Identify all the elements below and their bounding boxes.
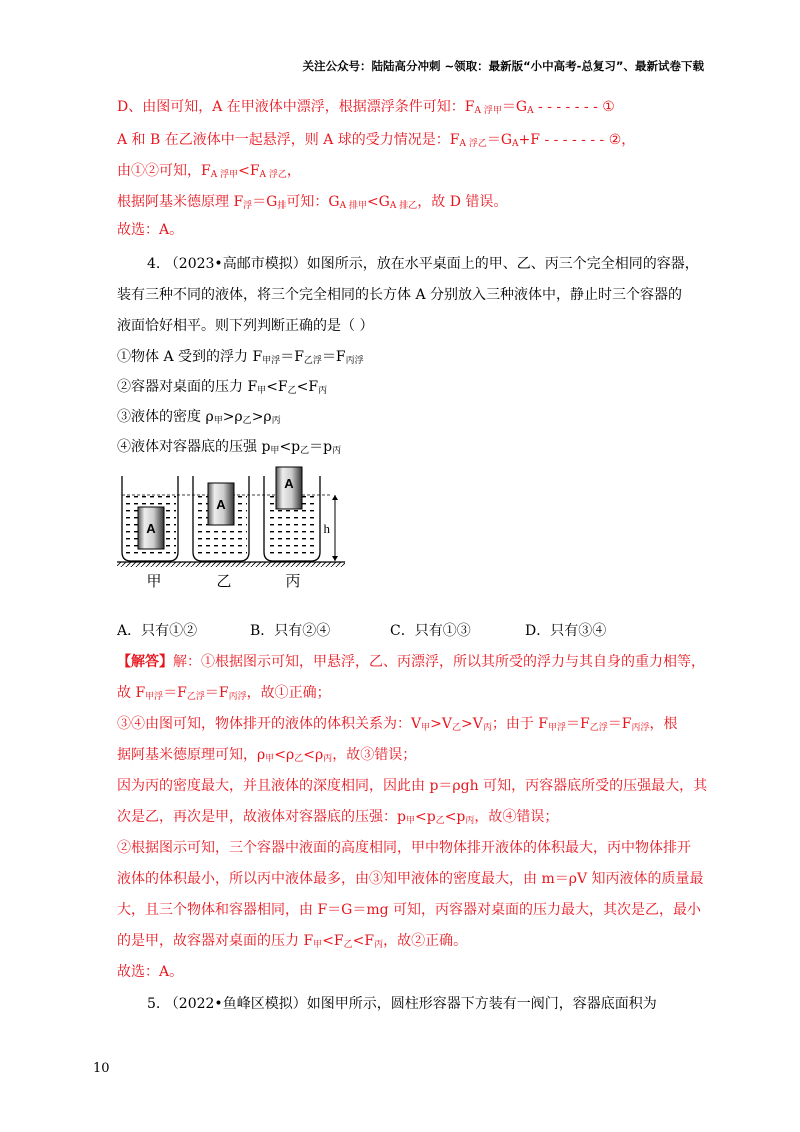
answer-choice: 故选：A。	[117, 964, 184, 980]
q4-line-1: 4. （2023•高邮市模拟）如图所示，放在水平桌面上的甲、乙、丙三个完全相同的容器，	[147, 256, 699, 272]
answer-line-9: 大，且三个物体和容器相同，由 F＝G＝mg 可知，丙容器对桌面的压力最大，其次是乙，最小	[117, 902, 702, 918]
option-d-analysis: D、由图可知，A 在甲液体中漂浮，根据漂浮条件可知：$F_{A 浮甲}=G_A$ - - - - - - - ①	[117, 99, 615, 116]
label-bing: 丙	[285, 572, 301, 590]
container-bing	[264, 467, 320, 561]
statement-2: ②容器对桌面的压力 $F_甲<F_乙<F_丙$	[117, 379, 328, 396]
three-containers-figure	[117, 466, 357, 591]
q4-line-3: 液面恰好相平。则下列判断正确的是（ ）	[117, 318, 374, 334]
option-b: B．只有②④	[250, 623, 331, 639]
answer-line-6: 次是乙，再次是甲，故液体对容器底的压强：$p_甲<p_乙<p_丙$，故④错误；	[117, 809, 559, 826]
q5-line-1: 5. （2022•鱼峰区模拟）如图甲所示，圆柱形容器下方装有一阀门，容器底面积为	[147, 996, 657, 1012]
page-header: 关注公众号：陆陆高分冲刺 ~领取：最新版“小中高考-总复习”、最新试卷下载	[302, 59, 704, 73]
block-a-label-jia: A	[146, 521, 156, 536]
suspension-analysis: A 和 B 在乙液体中一起悬浮，则 A 球的受力情况是：$F_{A 浮乙}=G_A+F$ - - - - - - - ②，	[117, 132, 636, 149]
answer-line-7: ②根据图示可知，三个容器中液面的高度相同，甲中物体排开液体的体积最大，丙中物体排开	[117, 840, 691, 856]
answer-line-5: 因为丙的密度最大，并且液体的深度相同，因此由 p＝ρgh 可知，丙容器底所受的压强最大，其	[117, 778, 708, 794]
option-c: C．只有①③	[390, 623, 471, 639]
label-jia: 甲	[146, 572, 162, 590]
answer-line-3: ③④由图可知，物体排开的液体的体积关系为：$V_甲>V_乙>V_丙$；由于 $F_{甲浮}=F_{乙浮}=F_{丙浮}$，根	[117, 716, 678, 733]
statement-4: ④液体对容器底的压强 $p_甲<p_乙=p_丙$	[117, 439, 342, 456]
page-number: 10	[93, 1061, 110, 1076]
option-d: D．只有③④	[525, 623, 607, 639]
statement-1: ①物体 A 受到的浮力 $F_{甲浮}=F_{乙浮}=F_{丙浮}$	[117, 349, 364, 366]
container-yi	[193, 476, 249, 561]
height-marker	[324, 495, 339, 561]
archimedes-line: 根据阿基米德原理 $F_浮=G_排$可知：$G_{A 排甲}<G_{A 排乙}$，故 D 错误。	[117, 194, 508, 211]
container-jia	[122, 476, 178, 561]
option-a: A．只有①②	[117, 623, 198, 639]
table-surface	[117, 562, 345, 567]
answer-line-4: 据阿基米德原理可知，$\rho_甲<\rho_乙<\rho_丙$，故③错误；	[117, 747, 417, 764]
q4-line-2: 装有三种不同的液体，将三个完全相同的长方体 A 分别放入三种液体中，静止时三个容器的	[117, 287, 683, 303]
comparison-line: 由①②可知，$F_{A 浮甲}<F_{A 浮乙}$，	[117, 163, 301, 180]
height-label: h	[323, 521, 330, 536]
prev-choice: 故选：A。	[117, 222, 184, 238]
answer-line-1: 【解答】解：①根据图示可知，甲悬浮，乙、丙漂浮，所以其所受的浮力与其自身的重力相等，	[117, 654, 705, 670]
block-a-label-bing: A	[284, 476, 294, 491]
statement-3: ③液体的密度 $\rho_甲>\rho_乙>\rho_丙$	[117, 409, 281, 426]
block-a-label-yi: A	[216, 497, 226, 512]
answer-line-8: 液体的体积最小，所以丙中液体最多，由③知甲液体的密度最大，由 m＝ρV 知丙液体的质量最	[117, 871, 704, 887]
answer-line-2: 故 $F_{甲浮}=F_{乙浮}=F_{丙浮}$，故①正确；	[117, 685, 331, 702]
answer-line-10: 的是甲，故容器对桌面的压力 $F_甲<F_乙<F_丙$，故②正确。	[117, 933, 468, 950]
label-yi: 乙	[216, 572, 232, 590]
